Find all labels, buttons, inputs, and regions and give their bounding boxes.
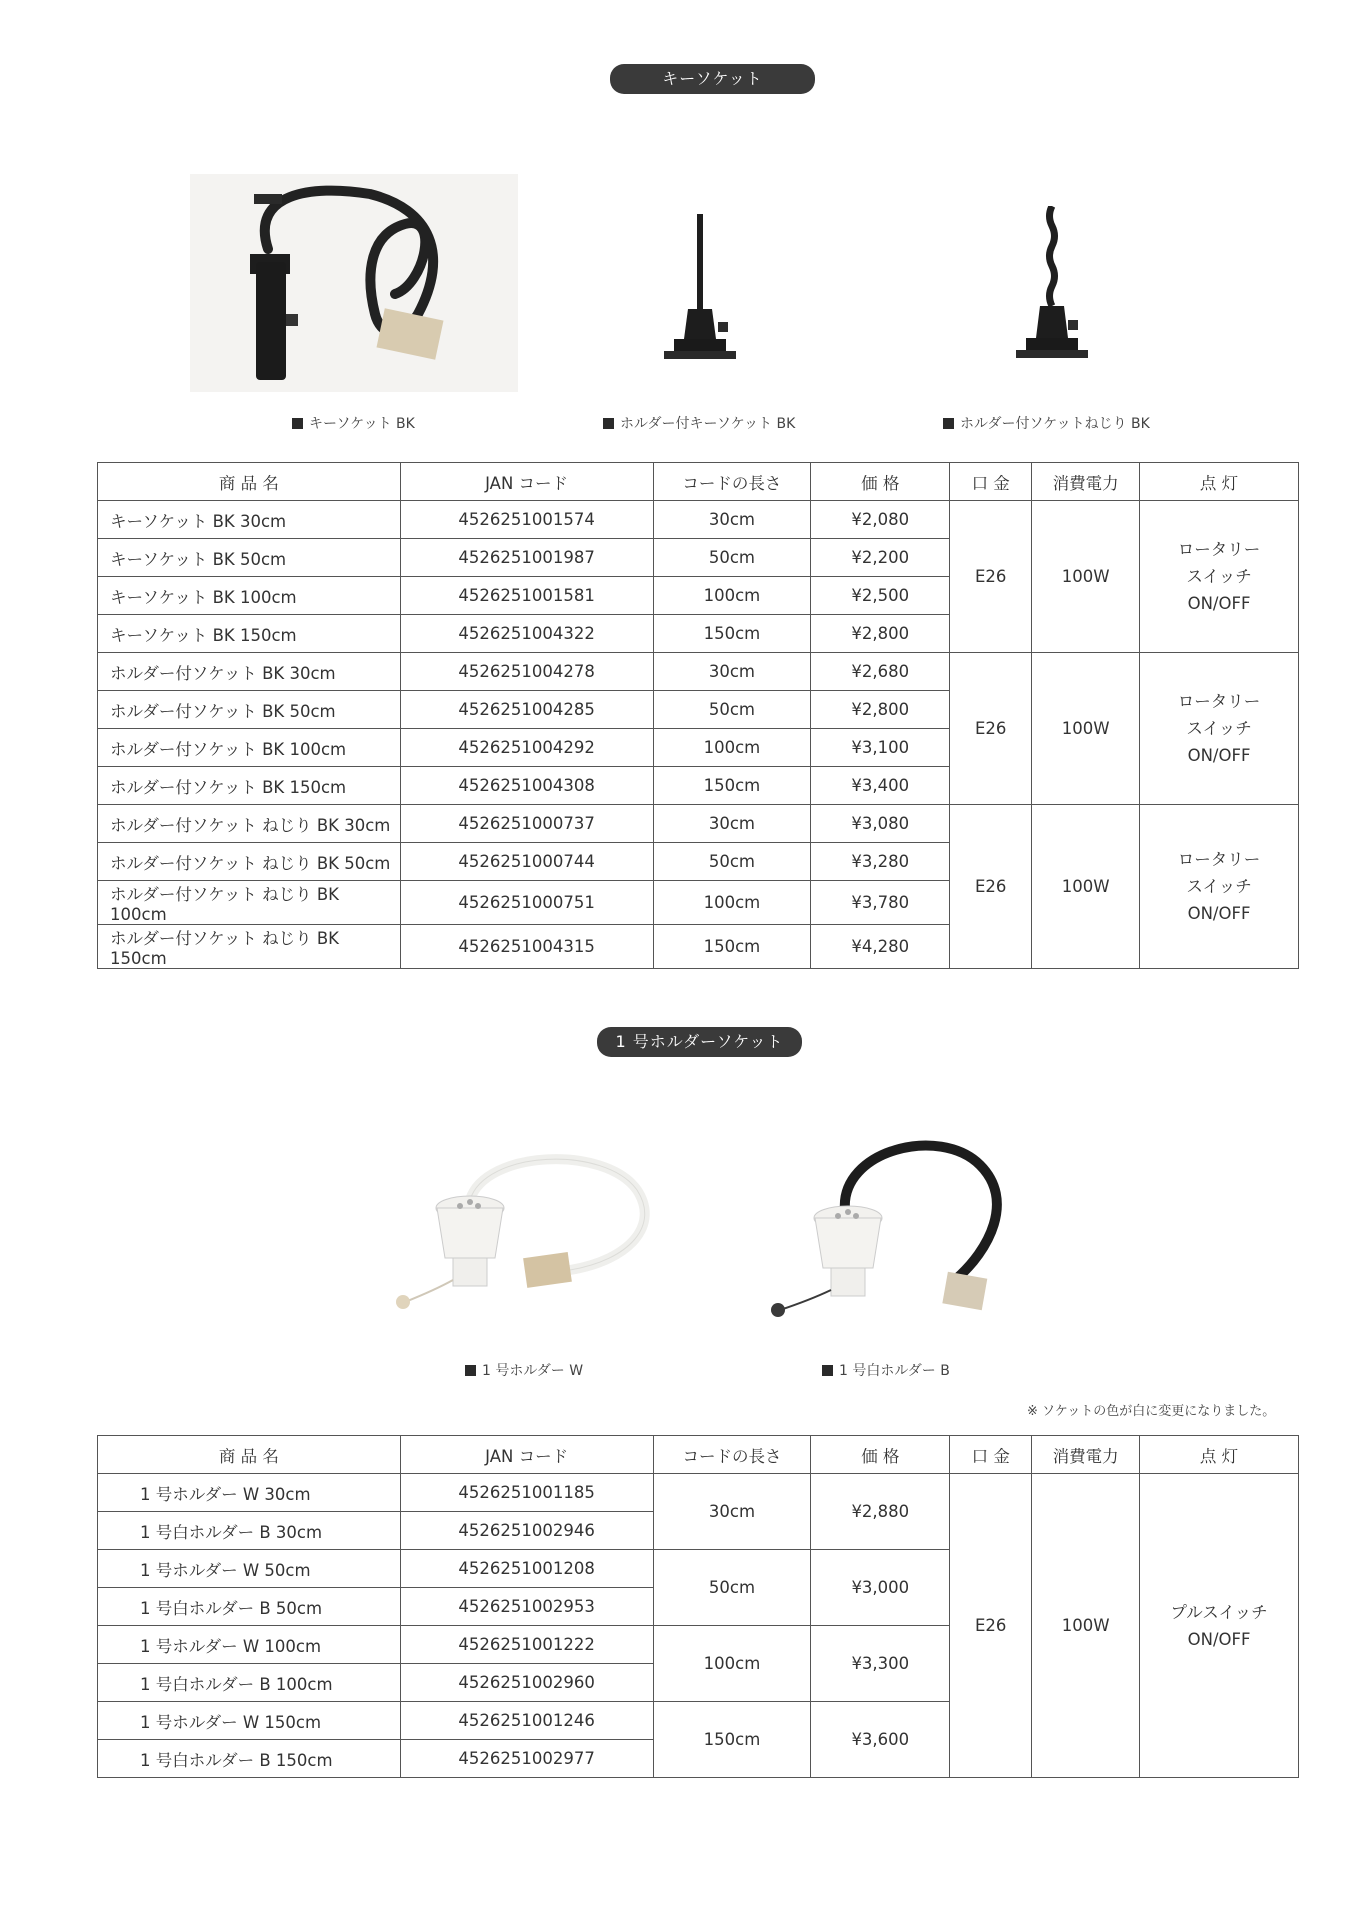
- power: 100W: [1032, 1474, 1140, 1778]
- price: ¥3,080: [811, 805, 950, 843]
- square-bullet-icon: [292, 418, 303, 429]
- jan-code: 4526251001246: [400, 1702, 653, 1740]
- jan-code: 4526251000744: [400, 843, 653, 881]
- section-title-key-socket: キーソケット: [610, 64, 815, 94]
- table-row: [98, 501, 1299, 539]
- product-name: ホルダー付ソケット ねじり BK 50cm: [98, 843, 401, 881]
- jan-code: 4526251001208: [400, 1550, 653, 1588]
- product-name: 1 号ホルダー W 150cm: [98, 1702, 401, 1740]
- key-socket-bk-photo: [190, 174, 518, 392]
- no1-holder-w-photo: [375, 1150, 660, 1325]
- square-bullet-icon: [465, 1365, 476, 1376]
- cord-length: 30cm: [653, 1474, 811, 1550]
- cord-length: 30cm: [653, 805, 811, 843]
- cord-length: 150cm: [653, 767, 811, 805]
- price: ¥2,800: [811, 691, 950, 729]
- cord-length: 100cm: [653, 577, 811, 615]
- header-base: 口 金: [950, 1436, 1032, 1474]
- price: ¥3,100: [811, 729, 950, 767]
- cord-length: 150cm: [653, 615, 811, 653]
- product-name: キーソケット BK 50cm: [98, 539, 401, 577]
- jan-code: 4526251004278: [400, 653, 653, 691]
- table-row: [98, 805, 1299, 843]
- cord-length: 100cm: [653, 1626, 811, 1702]
- cord-length: 50cm: [653, 1550, 811, 1626]
- switch-line: ON/OFF: [1187, 594, 1251, 613]
- header-switch: 点 灯: [1140, 1436, 1299, 1474]
- jan-code: 4526251000737: [400, 805, 653, 843]
- price: ¥2,080: [811, 501, 950, 539]
- no1-white-holder-b-photo: [740, 1140, 1030, 1330]
- product-name: ホルダー付ソケット ねじり BK 30cm: [98, 805, 401, 843]
- square-bullet-icon: [822, 1365, 833, 1376]
- table-row: [98, 653, 1299, 691]
- switch: [1140, 653, 1299, 805]
- no1-holder-spec-table: [97, 1435, 1299, 1778]
- base: E26: [950, 805, 1032, 969]
- header-price: 価 格: [811, 463, 950, 501]
- product-name: キーソケット BK 30cm: [98, 501, 401, 539]
- header-jan-code: JAN コード: [400, 463, 653, 501]
- jan-code: 4526251001185: [400, 1474, 653, 1512]
- header-switch: 点 灯: [1140, 463, 1299, 501]
- switch: [1140, 501, 1299, 653]
- table-header-row: [98, 1436, 1299, 1474]
- price: ¥4,280: [811, 925, 950, 969]
- base: E26: [950, 1474, 1032, 1778]
- socket-color-note: ※ ソケットの色が白に変更になりました。: [1027, 1404, 1276, 1419]
- table-row: [98, 1474, 1299, 1512]
- jan-code: 4526251004285: [400, 691, 653, 729]
- base: E26: [950, 501, 1032, 653]
- header-base: 口 金: [950, 463, 1032, 501]
- switch-line: プルスイッチ: [1170, 1602, 1268, 1622]
- switch: [1140, 1474, 1299, 1778]
- cord-length: 30cm: [653, 501, 811, 539]
- caption-no1-holder-w: 1 号ホルダー W: [465, 1360, 583, 1380]
- jan-code: 4526251001222: [400, 1626, 653, 1664]
- header-cord-length: コードの長さ: [653, 1436, 811, 1474]
- price: ¥2,800: [811, 615, 950, 653]
- header-jan-code: JAN コード: [400, 1436, 653, 1474]
- jan-code: 4526251004315: [400, 925, 653, 969]
- price: ¥2,200: [811, 539, 950, 577]
- product-name: ホルダー付ソケット BK 50cm: [98, 691, 401, 729]
- power: 100W: [1032, 805, 1140, 969]
- switch-line: スイッチ: [1186, 877, 1252, 896]
- switch-line: ロータリー: [1177, 540, 1261, 559]
- product-name: 1 号ホルダー W 100cm: [98, 1626, 401, 1664]
- price: ¥2,880: [811, 1474, 950, 1550]
- jan-code: 4526251001574: [400, 501, 653, 539]
- product-name: キーソケット BK 150cm: [98, 615, 401, 653]
- caption-holder-key-socket-bk: ホルダー付キーソケット BK: [603, 413, 795, 433]
- price: ¥3,000: [811, 1550, 950, 1626]
- holder-key-socket-bk-photo: [650, 214, 750, 374]
- cord-length: 100cm: [653, 729, 811, 767]
- header-power: 消費電力: [1032, 1436, 1140, 1474]
- key-socket-spec-table: [97, 462, 1299, 969]
- switch-line: スイッチ: [1186, 567, 1252, 586]
- switch-line: ロータリー: [1177, 850, 1261, 869]
- base: E26: [950, 653, 1032, 805]
- cord-length: 100cm: [653, 881, 811, 925]
- switch-line: ON/OFF: [1187, 904, 1251, 923]
- jan-code: 4526251001987: [400, 539, 653, 577]
- price: ¥2,500: [811, 577, 950, 615]
- switch-line: ON/OFF: [1187, 1629, 1251, 1649]
- caption-holder-socket-twisted-bk: ホルダー付ソケットねじり BK: [943, 413, 1150, 433]
- square-bullet-icon: [943, 418, 954, 429]
- switch-line: ロータリー: [1177, 692, 1261, 711]
- product-name: 1 号白ホルダー B 50cm: [98, 1588, 401, 1626]
- price: ¥3,400: [811, 767, 950, 805]
- jan-code: 4526251001581: [400, 577, 653, 615]
- jan-code: 4526251002960: [400, 1664, 653, 1702]
- header-power: 消費電力: [1032, 463, 1140, 501]
- cord-length: 50cm: [653, 539, 811, 577]
- product-name: ホルダー付ソケット BK 30cm: [98, 653, 401, 691]
- product-name: 1 号白ホルダー B 150cm: [98, 1740, 401, 1778]
- price: ¥3,600: [811, 1702, 950, 1778]
- header-cord-length: コードの長さ: [653, 463, 811, 501]
- jan-code: 4526251002977: [400, 1740, 653, 1778]
- jan-code: 4526251000751: [400, 881, 653, 925]
- price: ¥3,780: [811, 881, 950, 925]
- cord-length: 150cm: [653, 925, 811, 969]
- product-name: キーソケット BK 100cm: [98, 577, 401, 615]
- jan-code: 4526251002946: [400, 1512, 653, 1550]
- price: ¥3,280: [811, 843, 950, 881]
- jan-code: 4526251004292: [400, 729, 653, 767]
- cord-length: 50cm: [653, 691, 811, 729]
- product-name: 1 号白ホルダー B 30cm: [98, 1512, 401, 1550]
- section-title-no1-holder-socket: 1 号ホルダーソケット: [597, 1027, 802, 1057]
- header-price: 価 格: [811, 1436, 950, 1474]
- product-name: 1 号白ホルダー B 100cm: [98, 1664, 401, 1702]
- jan-code: 4526251004308: [400, 767, 653, 805]
- switch-line: スイッチ: [1186, 719, 1252, 738]
- header-product-name: 商 品 名: [98, 1436, 401, 1474]
- switch-line: ON/OFF: [1187, 746, 1251, 765]
- price: ¥3,300: [811, 1626, 950, 1702]
- holder-socket-twisted-bk-photo: [1002, 206, 1102, 376]
- product-name: ホルダー付ソケット BK 150cm: [98, 767, 401, 805]
- square-bullet-icon: [603, 418, 614, 429]
- product-name: ホルダー付ソケット BK 100cm: [98, 729, 401, 767]
- power: 100W: [1032, 653, 1140, 805]
- product-name: ホルダー付ソケット ねじり BK 150cm: [98, 925, 401, 969]
- cord-length: 150cm: [653, 1702, 811, 1778]
- table-header-row: [98, 463, 1299, 501]
- caption-no1-white-holder-b: 1 号白ホルダー B: [822, 1360, 950, 1380]
- jan-code: 4526251002953: [400, 1588, 653, 1626]
- product-name: ホルダー付ソケット ねじり BK 100cm: [98, 881, 401, 925]
- cord-length: 30cm: [653, 653, 811, 691]
- switch: [1140, 805, 1299, 969]
- power: 100W: [1032, 501, 1140, 653]
- product-name: 1 号ホルダー W 30cm: [98, 1474, 401, 1512]
- caption-key-socket-bk: キーソケット BK: [292, 413, 415, 433]
- product-name: 1 号ホルダー W 50cm: [98, 1550, 401, 1588]
- price: ¥2,680: [811, 653, 950, 691]
- jan-code: 4526251004322: [400, 615, 653, 653]
- header-product-name: 商 品 名: [98, 463, 401, 501]
- cord-length: 50cm: [653, 843, 811, 881]
